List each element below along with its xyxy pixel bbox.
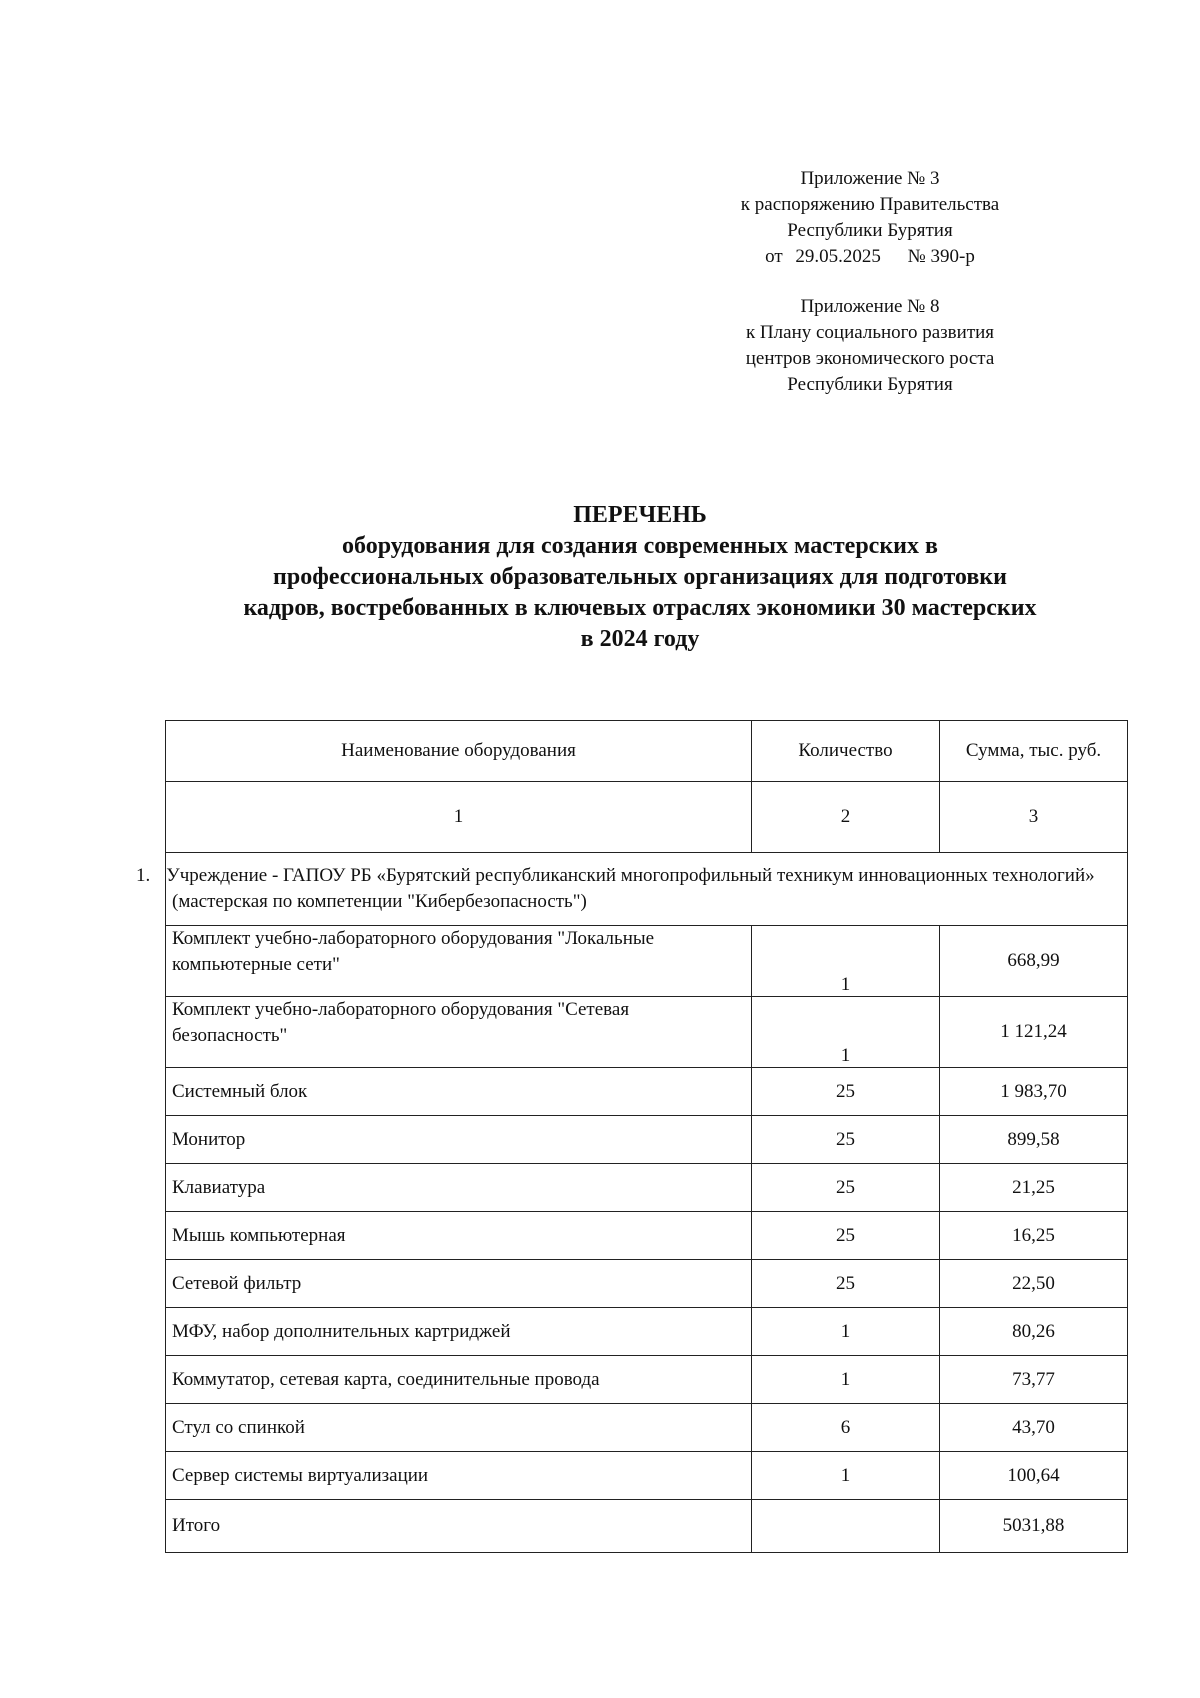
equipment-name: Системный блок	[166, 1068, 752, 1116]
equipment-quantity: 1	[752, 926, 940, 997]
table-row	[166, 1308, 1128, 1356]
equipment-quantity: 25	[752, 1068, 940, 1116]
equipment-sum: 21,25	[940, 1164, 1128, 1212]
equipment-sum: 73,77	[940, 1356, 1128, 1404]
equipment-name: Стул со спинкой	[166, 1404, 752, 1452]
table-row	[166, 997, 1128, 1068]
table-row	[166, 1260, 1128, 1308]
title-line: профессиональных образовательных организациях для подготовки	[273, 564, 1007, 590]
total-quantity	[752, 1500, 940, 1553]
title-line: в 2024 году	[580, 626, 700, 652]
equipment-quantity: 1	[752, 1308, 940, 1356]
date-prefix: от	[765, 246, 783, 267]
section-text: Учреждение - ГАПОУ РБ «Бурятский республиканский многопрофильный техникум инновационных технологий» (мастерская по компетенции "Кибербезопасность")	[166, 865, 1095, 912]
equipment-name: Монитор	[166, 1116, 752, 1164]
equipment-name: Коммутатор, сетевая карта, соединительные провода	[166, 1356, 752, 1404]
appendix-line: к Плану социального развития	[745, 322, 995, 343]
order-number: № 390-р	[907, 246, 975, 267]
column-number: 2	[752, 782, 940, 853]
title-line: оборудования для создания современных мастерских в	[342, 533, 938, 559]
table-header-row	[166, 721, 1128, 782]
order-date-line	[700, 244, 1040, 270]
equipment-name: Мышь компьютерная	[166, 1212, 752, 1260]
section-number: 1.	[136, 865, 151, 886]
appendix-line: к распоряжению Правительства	[740, 194, 1000, 215]
equipment-quantity: 1	[752, 1452, 940, 1500]
total-row	[166, 1500, 1128, 1553]
equipment-sum: 100,64	[940, 1452, 1128, 1500]
equipment-quantity: 25	[752, 1164, 940, 1212]
equipment-quantity: 1	[752, 1356, 940, 1404]
equipment-sum: 1 121,24	[940, 997, 1128, 1068]
appendix-line: центров экономического роста	[745, 348, 995, 369]
column-number: 3	[940, 782, 1128, 853]
order-date: 29.05.2025	[795, 246, 881, 267]
table-row	[166, 1404, 1128, 1452]
title-line: кадров, востребованных в ключевых отраслях экономики 30 мастерских	[243, 595, 1037, 621]
equipment-sum: 16,25	[940, 1212, 1128, 1260]
appendix-line: Республики Бурятия	[787, 374, 953, 395]
column-number-row	[166, 782, 1128, 853]
equipment-quantity: 25	[752, 1212, 940, 1260]
total-label: Итого	[166, 1500, 752, 1553]
equipment-name: Комплект учебно-лабораторного оборудования "Локальные компьютерные сети"	[166, 926, 752, 997]
equipment-name: Комплект учебно-лабораторного оборудования "Сетевая безопасность"	[166, 997, 752, 1068]
header-quantity: Количество	[752, 721, 940, 782]
equipment-name: МФУ, набор дополнительных картриджей	[166, 1308, 752, 1356]
equipment-table	[136, 720, 1128, 1553]
section-title	[136, 853, 1128, 926]
title-heading: ПЕРЕЧЕНЬ	[573, 502, 707, 528]
equipment-quantity: 6	[752, 1404, 940, 1452]
equipment-quantity: 25	[752, 1116, 940, 1164]
equipment-quantity: 1	[752, 997, 940, 1068]
table-row	[166, 926, 1128, 997]
document-title	[150, 500, 1130, 655]
equipment-sum: 80,26	[940, 1308, 1128, 1356]
equipment-sum: 899,58	[940, 1116, 1128, 1164]
appendix-8-block	[700, 294, 1040, 398]
equipment-sum: 43,70	[940, 1404, 1128, 1452]
total-sum: 5031,88	[940, 1500, 1128, 1553]
header-name: Наименование оборудования	[166, 721, 752, 782]
table-row	[166, 1452, 1128, 1500]
header-sum: Сумма, тыс. руб.	[940, 721, 1128, 782]
column-number: 1	[166, 782, 752, 853]
equipment-quantity: 25	[752, 1260, 940, 1308]
appendix-line: Республики Бурятия	[787, 220, 953, 241]
equipment-sum: 22,50	[940, 1260, 1128, 1308]
table-row	[166, 1356, 1128, 1404]
table-row	[166, 1212, 1128, 1260]
appendix-line: Приложение № 3	[800, 168, 940, 189]
appendix-3-block	[700, 166, 1040, 270]
equipment-name: Сетевой фильтр	[166, 1260, 752, 1308]
table-row	[166, 1164, 1128, 1212]
table-row	[166, 1068, 1128, 1116]
appendix-line: Приложение № 8	[800, 296, 940, 317]
equipment-sum: 668,99	[940, 926, 1128, 997]
table-row	[166, 1116, 1128, 1164]
equipment-name: Сервер системы виртуализации	[166, 1452, 752, 1500]
equipment-name: Клавиатура	[166, 1164, 752, 1212]
equipment-sum: 1 983,70	[940, 1068, 1128, 1116]
section-row	[166, 853, 1128, 926]
